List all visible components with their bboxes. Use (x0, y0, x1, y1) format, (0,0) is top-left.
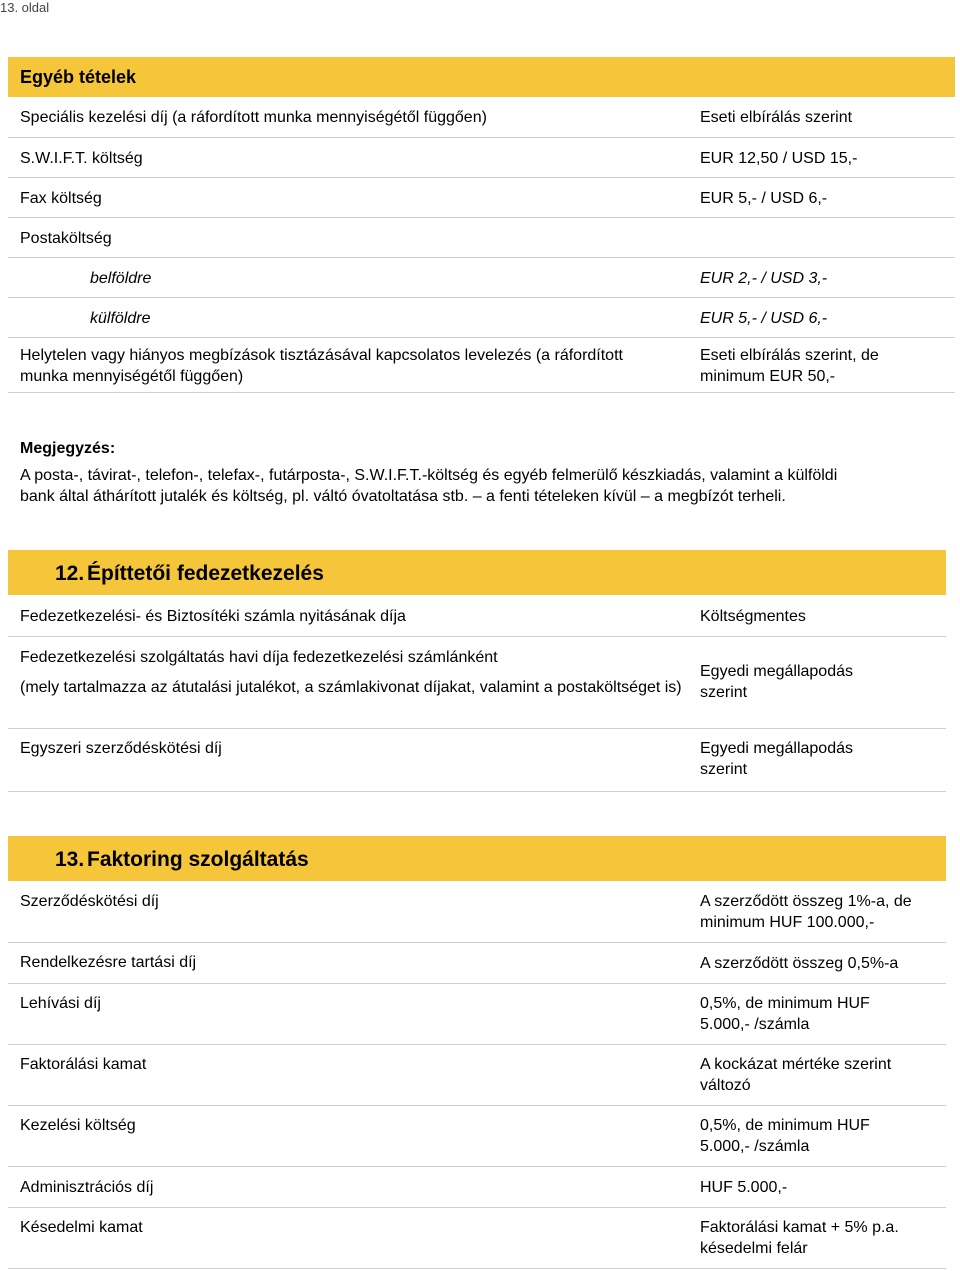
row-divider (8, 1207, 946, 1208)
row-divider (8, 257, 955, 258)
section13-row-label: Késedelmi kamat (20, 1219, 143, 1236)
section13-row-label: Rendelkezésre tartási díj (20, 954, 197, 971)
row-divider (8, 1166, 946, 1167)
egyeb-header-band (8, 57, 955, 97)
egyeb-row-value: EUR 5,- / USD 6,- (700, 190, 828, 207)
section13-row-value: Faktorálási kamat + 5% p.a. késedelmi felár (700, 1219, 899, 1257)
row-divider (8, 983, 946, 984)
section12-title (55, 561, 324, 587)
section12-row-label: Fedezetkezelési szolgáltatás havi díja fedezetkezelési számlánként (20, 649, 498, 666)
row-divider (8, 1044, 946, 1045)
section13-row-label: Adminisztrációs díj (20, 1179, 154, 1196)
page-number: 13. oldal (0, 0, 50, 15)
row-divider (8, 297, 955, 298)
row-divider (8, 636, 946, 637)
egyeb-row-label: Fax költség (20, 190, 102, 207)
section12-number: 12. (55, 562, 85, 585)
egyeb-row-label: Helytelen vagy hiányos megbízások tisztázásával kapcsolatos levelezés (a ráfordított munka mennyiségétől függően) (20, 347, 623, 385)
section13-title-text: Faktoring szolgáltatás (87, 848, 309, 871)
section12-row-value: Egyedi megállapodás szerint (700, 740, 853, 778)
egyeb-row-label: külföldre (90, 310, 151, 327)
egyeb-row-value: EUR 12,50 / USD 15,- (700, 150, 858, 167)
egyeb-title: Egyéb tételek (20, 67, 137, 87)
section13-row-value: A szerződött összeg 0,5%-a (700, 955, 899, 972)
section12-row-value: Költségmentes (700, 608, 806, 625)
section13-title (55, 847, 309, 873)
section12-row-label: Egyszeri szerződéskötési díj (20, 740, 222, 757)
row-divider (8, 942, 946, 943)
section12-row-label: Fedezetkezelési- és Biztosítéki számla nyitásának díja (20, 608, 406, 625)
section13-row-value: A kockázat mértéke szerint változó (700, 1056, 892, 1094)
egyeb-row-label: Postaköltség (20, 230, 112, 247)
section13-row-label: Szerződéskötési díj (20, 893, 159, 910)
egyeb-row-value: Eseti elbírálás szerint (700, 109, 853, 126)
egyeb-row-value: EUR 5,- / USD 6,- (700, 310, 828, 327)
section12-title-text: Építtetői fedezetkezelés (87, 562, 324, 585)
row-divider (8, 1268, 946, 1269)
row-divider (8, 337, 955, 338)
section13-row-value: 0,5%, de minimum HUF 5.000,- /számla (700, 1117, 870, 1155)
row-divider (8, 217, 955, 218)
egyeb-row-value: EUR 2,- / USD 3,- (700, 270, 828, 287)
note-line-2: bank által áthárított jutalék és költség, pl. váltó óvatoltatása stb. – a fenti tételeken kívül – a megbízót terheli. (20, 488, 786, 505)
row-divider (8, 1105, 946, 1106)
note-line-1: A posta-, távirat-, telefon-, telefax-, futárposta-, S.W.I.F.T.-költség és egyéb felmerülő készkiadás, valamint a külföldi (20, 467, 838, 484)
section12-row-value: Egyedi megállapodás szerint (700, 663, 853, 701)
row-divider (8, 137, 955, 138)
section13-row-value: 0,5%, de minimum HUF 5.000,- /számla (700, 995, 870, 1033)
row-divider (8, 392, 955, 393)
egyeb-row-label: belföldre (90, 270, 152, 287)
section13-number: 13. (55, 848, 85, 871)
row-divider (8, 728, 946, 729)
section12-row-sub: (mely tartalmazza az átutalási jutalékot, a számlakivonat díjakat, valamint a postaköltséget is) (20, 679, 682, 696)
section13-row-label: Lehívási díj (20, 995, 101, 1012)
egyeb-row-label: S.W.I.F.T. költség (20, 150, 143, 167)
note-title: Megjegyzés: (20, 440, 116, 457)
section13-row-label: Faktorálási kamat (20, 1056, 147, 1073)
egyeb-row-label: Speciális kezelési díj (a ráfordított munka mennyiségétől függően) (20, 109, 487, 126)
egyeb-row-value: Eseti elbírálás szerint, de minimum EUR 50,- (700, 347, 879, 385)
row-divider (8, 791, 946, 792)
section13-row-value: HUF 5.000,- (700, 1179, 788, 1196)
section13-row-label: Kezelési költség (20, 1117, 136, 1134)
row-divider (8, 177, 955, 178)
section13-row-value: A szerződött összeg 1%-a, de minimum HUF 100.000,- (700, 893, 912, 931)
